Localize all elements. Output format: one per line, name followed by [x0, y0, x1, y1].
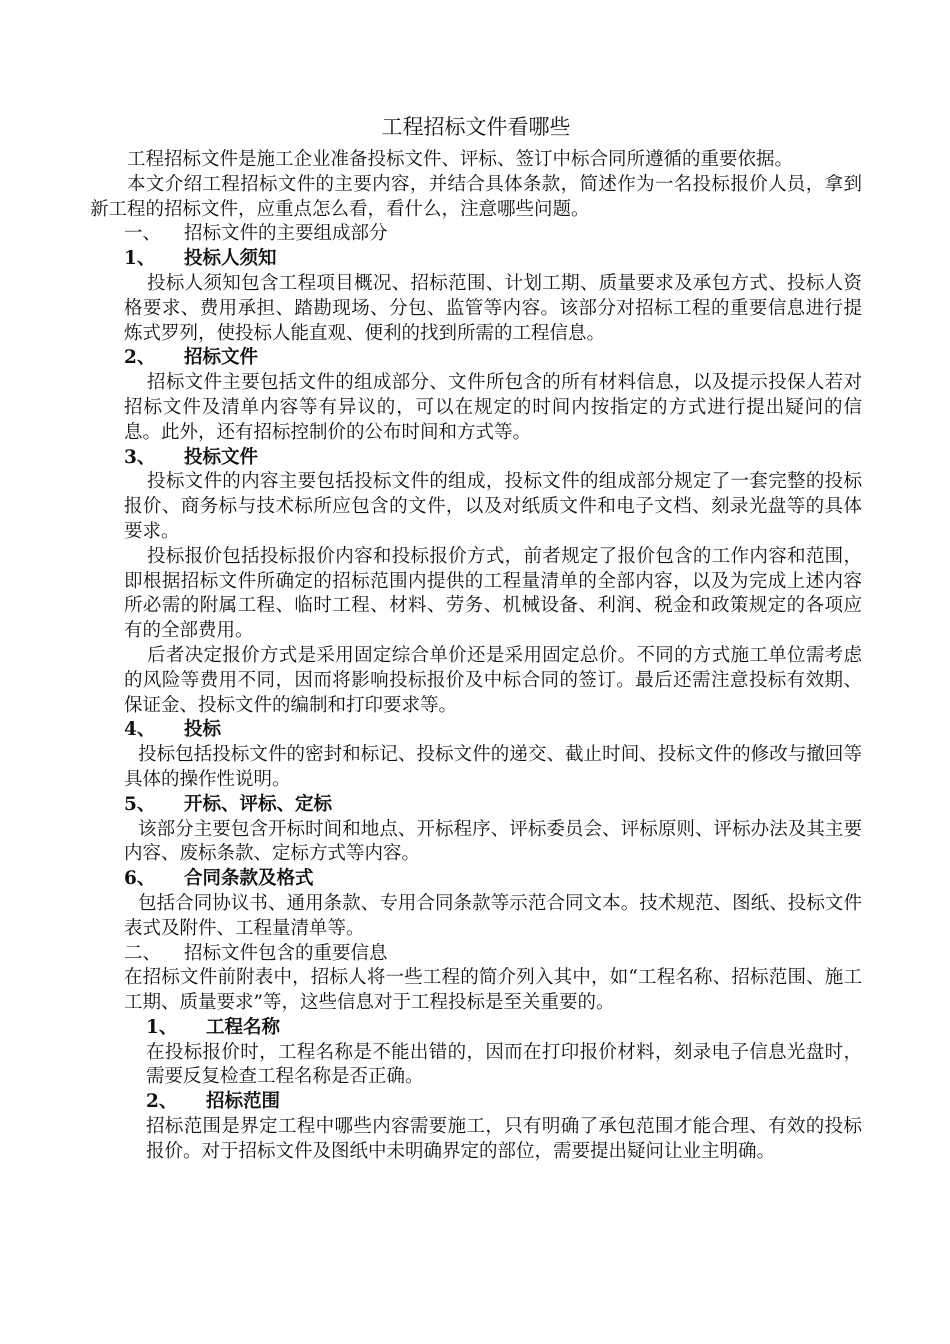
item3-number: 3、	[124, 446, 156, 468]
part2-item1-heading	[90, 1016, 862, 1041]
item1-paragraph: 投标人须知包含工程项目概况、招标范围、计划工期、质量要求及承包方式、投标人资格要求、费用承担、踏勘现场、分包、监管等内容。该部分对招标工程的重要信息进行提炼式罗列，使投标人能直观、便利的找到所需的工程信息。	[124, 272, 862, 344]
part2-title: 招标文件包含的重要信息	[184, 942, 388, 964]
part1-title: 招标文件的主要组成部分	[184, 223, 388, 245]
item5-heading	[90, 793, 862, 818]
item2-paragraph: 招标文件主要包括文件的组成部分、文件所包含的所有材料信息，以及提示投保人若对招标文件及清单内容等有异议的，可以在规定的时间内按指定的方式进行提出疑问的信息。此外，还有招标控制价的公布时间和方式等。	[124, 372, 862, 443]
item4-paragraph: 投标包括投标文件的密封和标记、投标文件的递交、截止时间、投标文件的修改与撤回等具体的操作性说明。	[124, 744, 862, 790]
intro-paragraph-2: 本文介绍工程招标文件的主要内容，并结合具体条款，简述作为一名投标报价人员，拿到新工程的招标文件，应重点怎么看，看什么，注意哪些问题。	[90, 173, 862, 220]
item3-heading	[90, 446, 862, 471]
item3-paragraph-3: 后者决定报价方式是采用固定综合单价还是采用固定总价。不同的方式施工单位需考虑的风险等费用不同，因而将影响投标报价及中标合同的签订。最后还需注意投标有效期、保证金、投标文件的编制和打印要求等。	[124, 644, 862, 716]
item5-paragraph: 该部分主要包含开标时间和地点、开标程序、评标委员会、评标原则、评标办法及其主要内容、废标条款、定标方式等内容。	[124, 818, 862, 865]
item6-paragraph: 包括合同协议书、通用条款、专用合同条款等示范合同文本。技术规范、图纸、投标文件表式及附件、工程量清单等。	[124, 892, 862, 939]
item6-title: 合同条款及格式	[184, 868, 314, 890]
item2-heading	[90, 346, 862, 371]
item4-title: 投标	[184, 719, 222, 741]
part2-item1-paragraph: 在投标报价时，工程名称是不能出错的，因而在打印报价材料，刻录电子信息光盘时，需要反复检查工程名称是否正确。	[146, 1041, 862, 1088]
item3-paragraph-1: 投标文件的内容主要包括投标文件的组成，投标文件的组成部分规定了一套完整的投标报价、商务标与技术标所应包含的文件，以及对纸质文件和电子文档、刻录光盘等的具体要求。	[124, 471, 862, 542]
item1-number: 1、	[124, 248, 156, 270]
item4-heading	[90, 718, 862, 743]
part1-heading	[90, 222, 862, 247]
item5-number: 5、	[124, 793, 156, 815]
part2-item2-title: 招标范围	[206, 1091, 281, 1113]
part2-intro-paragraph: 在招标文件前附表中，招标人将一些工程的简介列入其中，如“工程名称、招标范围、施工工期、质量要求”等，这些信息对于工程投标是至关重要的。	[124, 967, 862, 1014]
item6-heading	[90, 867, 862, 892]
item3-paragraph-2: 投标报价包括投标报价内容和投标报价方式，前者规定了报价包含的工作内容和范围，即根据招标文件所确定的招标范围内提供的工程量清单的全部内容，以及为完成上述内容所必需的附属工程、临时工程、材料、劳务、机械设备、利润、税金和政策规定的各项应有的全部费用。	[124, 545, 862, 642]
item2-number: 2、	[124, 347, 156, 369]
item5-title: 开标、评标、定标	[184, 793, 333, 815]
item2-title: 招标文件	[184, 347, 259, 369]
part2-item2-number: 2、	[146, 1091, 178, 1113]
item1-title: 投标人须知	[184, 248, 277, 270]
document-title: 工程招标文件看哪些	[381, 115, 571, 139]
part2-item2-paragraph: 招标范围是界定工程中哪些内容需要施工，只有明确了承包范围才能合理、有效的投标报价。对于招标文件及图纸中未明确界定的部位，需要提出疑问让业主明确。	[146, 1116, 862, 1162]
part2-number: 二、	[124, 942, 162, 964]
item4-number: 4、	[124, 719, 156, 741]
item3-title: 投标文件	[184, 446, 259, 468]
intro-paragraph-1: 工程招标文件是施工企业准备投标文件、评标、签订中标合同所遵循的重要依据。	[127, 149, 794, 170]
part2-item2-heading	[90, 1090, 862, 1115]
part2-heading	[90, 942, 862, 967]
part2-item1-number: 1、	[146, 1016, 178, 1038]
item6-number: 6、	[124, 868, 156, 890]
part2-item1-title: 工程名称	[206, 1016, 281, 1038]
part1-number: 一、	[124, 223, 162, 245]
item1-heading	[90, 247, 862, 272]
